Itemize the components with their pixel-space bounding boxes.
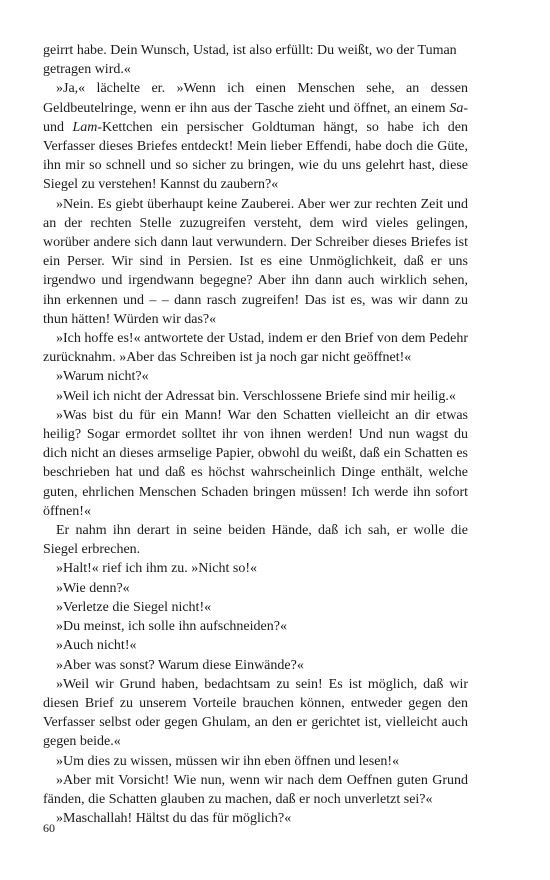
paragraph: »Maschallah! Hältst du das für möglich?« [56, 811, 292, 827]
paragraph: »Was bist du für ein Mann! War den Schatten vielleicht an dir etwas heilig? Sogar ermordet solltet ihr von ihnen werden! Und nun wagst du dich nicht an dieses armselige Papier, obwohl du weißt, daß ein Schatten es beschrieben hat und daß es höchst wahrscheinlich Dinge enthält, welche guten, ehrlichen Menschen Schaden bringen müssen! Ich werde ihn sofort öffnen!« [43, 407, 468, 519]
paragraph: »Nein. Es giebt überhaupt keine Zauberei. Aber wer zur rechten Zeit und an der rechten Stelle zuzugreifen versteht, dem wird vieles gelingen, worüber andere sich dann laut verwundern. Der Schreiber dieses Briefes ist ein Perser. Wir sind in Persien. Ist es eine Unmöglichkeit, daß er uns irgendwo und irgendwann begegne? Aber ihn dann auch wirklich sehen, ihn erkennen und – – dann rasch zugreifen! Das ist es, was wir dann zu thun hätten! Würden wir das?« [43, 196, 468, 327]
paragraph: geirrt habe. Dein Wunsch, Ustad, ist also erfüllt: Du weißt, wo der Tuman getragen wird.« [43, 43, 457, 78]
page-body [43, 41, 468, 828]
paragraph: »Ich hoffe es!« antwortete der Ustad, indem er den Brief von dem Pedehr zurücknahm. »Aber das Schreiben ist ja noch gar nicht geöffnet!« [43, 331, 468, 366]
paragraph: »Du meinst, ich solle ihn aufschneiden?« [56, 619, 287, 635]
paragraph: »Um dies zu wissen, müssen wir ihn eben öffnen und lesen!« [56, 753, 400, 769]
paragraph: »Warum nicht?« [56, 369, 149, 385]
paragraph: Er nahm ihn derart in seine beiden Hände, daß ich sah, er wolle die Siegel erbrechen. [43, 523, 468, 558]
italic-term: Sa [449, 100, 464, 116]
paragraph: »Aber mit Vorsicht! Wie nun, wenn wir nach dem Oeffnen guten Grund fänden, die Schatten glauben zu machen, daß er noch unverletzt sei?« [43, 772, 468, 807]
paragraph: »Auch nicht!« [56, 638, 137, 654]
paragraph: »Verletze die Siegel nicht!« [56, 599, 212, 615]
paragraph: »Halt!« rief ich ihm zu. »Nicht so!« [56, 561, 258, 577]
paragraph: »Aber was sonst? Warum diese Einwände?« [56, 657, 304, 673]
italic-term: Lam [72, 119, 98, 135]
paragraph: »Ja,« lächelte er. »Wenn ich einen Menschen sehe, an dessen Geldbeutelringe, wenn er ihn aus der Tasche zieht und öffnet, an einem Sa- und Lam-Kettchen ein persischer Goldtuman hängt, so habe ich den Verfasser dieses Briefes entdeckt! Mein lieber Effendi, habe doch die Güte, ihn mir so schnell und so sicher zu bringen, wie du uns gelehrt hast, diese Siegel zu verstehen! Kannst du zaubern?« [43, 81, 469, 193]
paragraph: »Weil wir Grund haben, bedachtsam zu sein! Es ist möglich, daß wir diesen Brief zu unserem Vorteile brauchen können, entweder gegen den Verfasser selbst oder gegen Ghulam, an den er gerichtet ist, vielleicht auch gegen beide.« [43, 676, 468, 750]
page-number: 60 [43, 821, 55, 835]
paragraph: »Wie denn?« [56, 580, 130, 596]
paragraph: »Weil ich nicht der Adressat bin. Verschlossene Briefe sind mir heilig.« [56, 388, 456, 404]
